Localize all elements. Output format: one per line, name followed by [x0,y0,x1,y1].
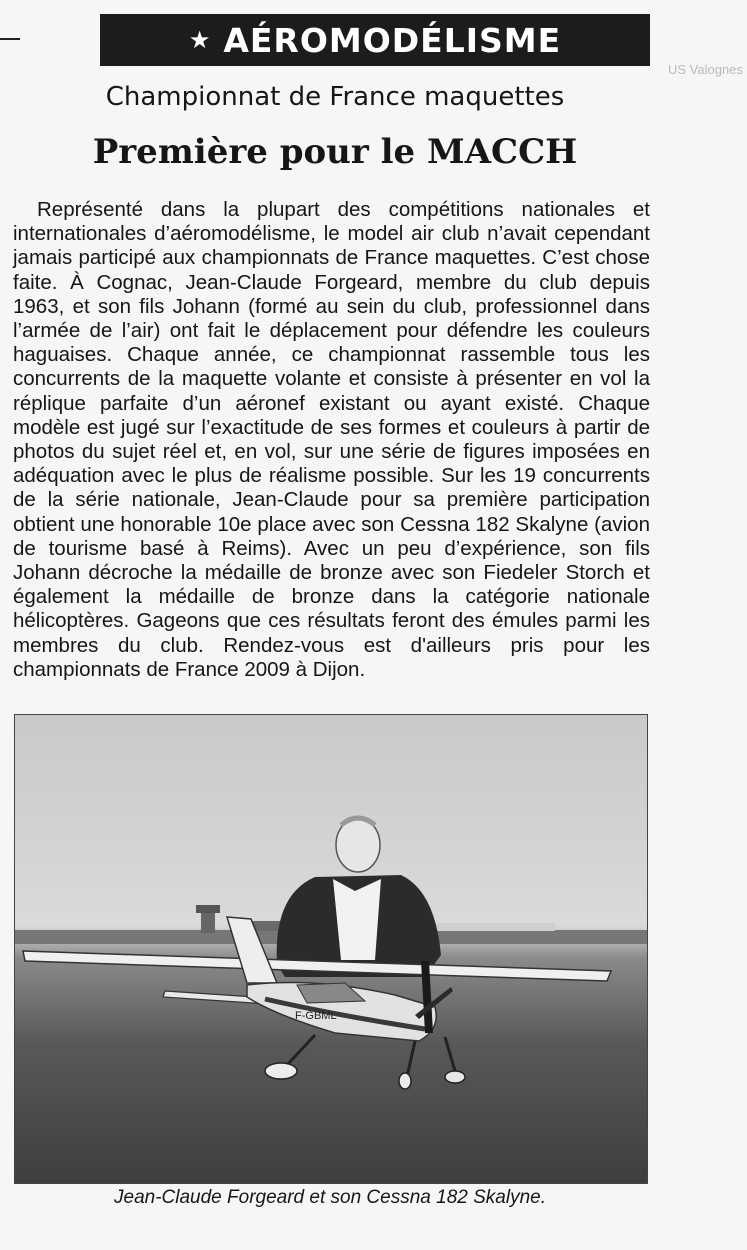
control-tower-cab [196,905,220,913]
main-gear-strut [287,1035,315,1065]
section-title: AÉROMODÉLISME [223,20,562,60]
bleed-through-fragment: US Valognes [668,62,743,77]
airplane-window [297,983,365,1003]
bleed-through-text [668,62,747,78]
registration-label: F-GBML [295,1010,337,1022]
article-photo [14,714,648,1184]
column-rule [0,38,20,40]
man-shirt [333,879,381,960]
article-body: Représenté dans la plupart des compétitions nationales et internationales d’aéromodélisme, le model air club n’avait cependant jamais participé aux championnats de France maquettes. C’est chose faite. À Cognac, Jean-Claude Forgeard, membre du club depuis 1963, et son fils Johann (formé au sein du club, professionnel dans l’armée de l’air) ont fait le déplacement pour défendre les couleurs haguaises. Chaque année, ce championnat rassemble tous les concurrents de la maquette volante et consiste à présenter en vol la réplique parfaite d’un aéronef existant ou ayant existé. Chaque modèle est jugé sur l’exactitude de ses formes et couleurs à partir de photos du sujet réel et, en vol, sur une série de figures imposées en adéquation avec le plus de réalisme possible. Sur les 19 concurrents de la série nationale, Jean-Claude pour sa première participation obtient une honorable 10e place avec son Cessna 182 Skalyne (avion de tourisme basé à Reims). Avec un peu d’expérience, son fils Johann décroche la médaille de bronze avec son Fiedeler Storch et également la médaille de bronze dans la catégorie nationale hélicoptères. Gageons que ces résultats feront des émules parmi les membres du club. Rendez-vous est d'ailleurs pris pour les championnats de France 2009 à Dijon. [13,198,650,681]
main-wheel [265,1063,297,1079]
right-gear-strut [445,1037,455,1071]
right-wheel [445,1071,465,1083]
distant-snow [435,923,555,931]
photo-caption: Jean-Claude Forgeard et son Cessna 182 Skalyne. [114,1187,546,1208]
photo-illustration [15,715,647,1183]
control-tower [201,911,215,933]
star-icon: ★ [188,26,212,54]
nose-gear-strut [407,1041,415,1077]
article-headline: Première pour le MACCH [92,132,578,172]
article-subtitle: Championnat de France maquettes [105,82,565,112]
section-banner [100,14,650,66]
nose-wheel [399,1073,411,1089]
